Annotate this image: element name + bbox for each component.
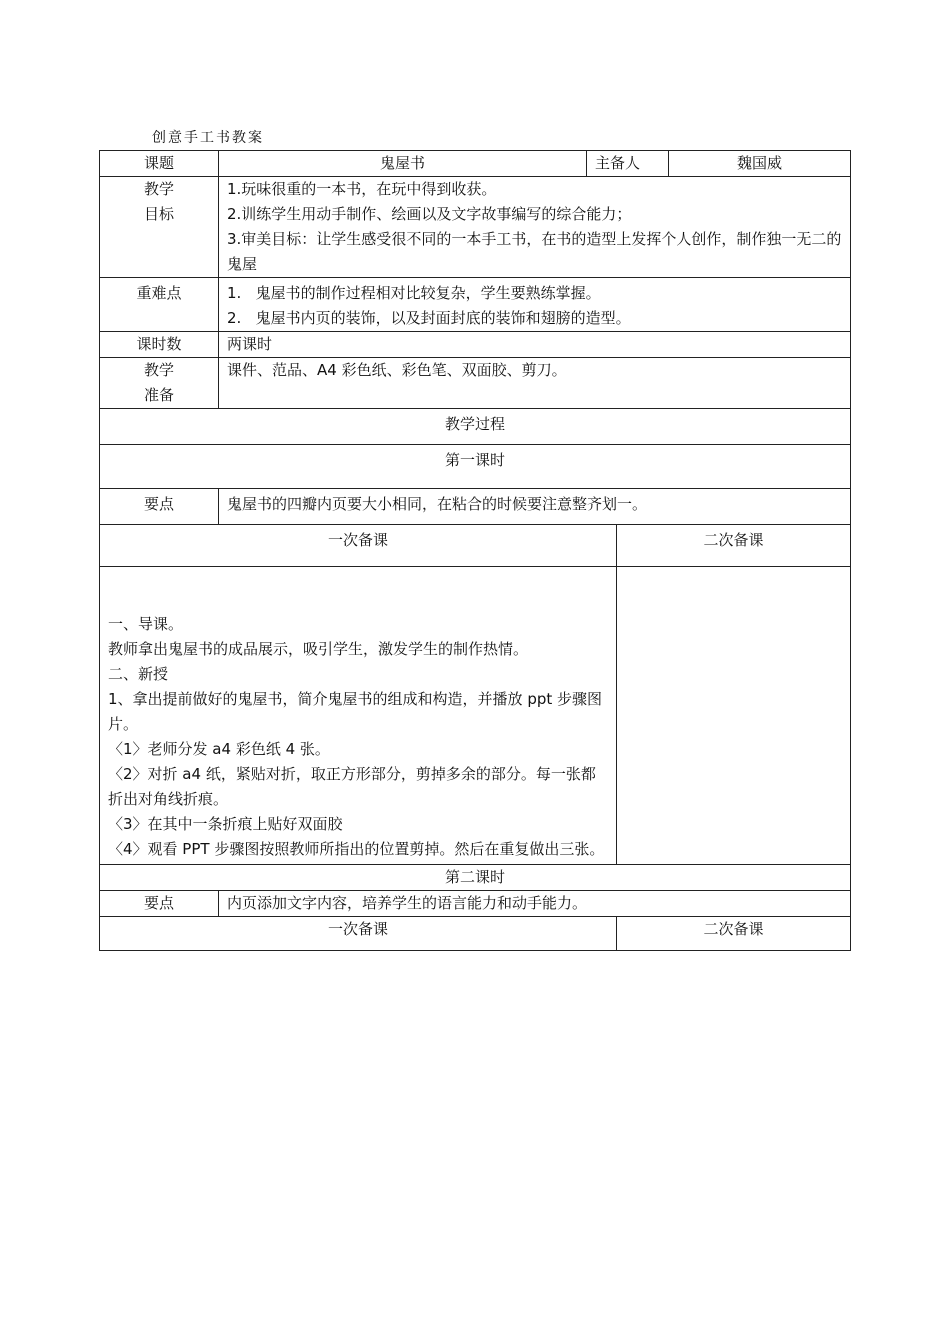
goal-item-1: 1.玩味很重的一本书，在玩中得到收获。 (227, 180, 497, 198)
prep-row (100, 358, 851, 409)
prep-label-line2: 准备 (143, 386, 174, 404)
difficulties-label: 重难点 (100, 278, 219, 332)
preparer-label: 主备人 (587, 151, 669, 177)
lesson1-keypoint-label: 要点 (100, 489, 219, 525)
header-row (100, 151, 851, 177)
content-line: 〈2〉对折 a4 纸，紧贴对折，取正方形部分，剪掉多余的部分。每一张都折出对角线折痕。 (108, 765, 596, 808)
lesson-plan-table (99, 150, 851, 951)
lesson2-keypoint-label: 要点 (100, 891, 219, 917)
document-title: 创意手工书教案 (152, 130, 264, 146)
process-title-row (100, 409, 851, 445)
goals-content (219, 177, 851, 278)
lesson1-keypoint-value: 鬼屋书的四瓣内页要大小相同，在粘合的时候要注意整齐划一。 (219, 489, 851, 525)
lesson1-columns-row (100, 525, 851, 567)
content-line: 一、导课。 (108, 615, 184, 633)
lesson2-title-row (100, 865, 851, 891)
lesson1-title: 第一课时 (100, 445, 851, 489)
goal-item-2: 2.训练学生用动手制作、绘画以及文字故事编写的综合能力； (227, 205, 632, 223)
lesson1-second-prep-content (617, 567, 851, 865)
difficulties-row (100, 278, 851, 332)
lesson2-col-first-prep: 一次备课 (100, 917, 617, 951)
hours-row (100, 332, 851, 358)
content-line: 〈4〉观看 PPT 步骤图按照教师所指出的位置剪掉。然后在重复做出三张。 (108, 840, 605, 858)
goal-item-3: 3.审美目标：让学生感受很不同的一本手工书，在书的造型上发挥个人创作，制作独一无二的鬼屋 (227, 230, 842, 273)
content-line: 1、拿出提前做好的鬼屋书，简介鬼屋书的组成和构造，并播放 ppt 步骤图片。 (108, 690, 603, 733)
lesson1-col-second-prep: 二次备课 (617, 525, 851, 567)
topic-value: 鬼屋书 (219, 151, 587, 177)
lesson2-title: 第二课时 (100, 865, 851, 891)
content-line: 〈3〉在其中一条折痕上贴好双面胶 (108, 815, 343, 833)
lesson2-col-second-prep: 二次备课 (617, 917, 851, 951)
prep-value: 课件、范品、A4 彩色纸、彩色笔、双面胶、剪刀。 (219, 358, 851, 409)
difficulties-content (219, 278, 851, 332)
preparer-value: 魏国威 (669, 151, 851, 177)
prep-label-line1: 教学 (143, 361, 174, 379)
goals-row (100, 177, 851, 278)
prep-label (100, 358, 219, 409)
goals-label (100, 177, 219, 278)
difficulty-item-1: 1. 鬼屋书的制作过程相对比较复杂，学生要熟练掌握。 (227, 284, 601, 302)
hours-value: 两课时 (219, 332, 851, 358)
content-line: 二、新授 (108, 665, 169, 683)
lesson2-columns-row (100, 917, 851, 951)
lesson1-content (100, 567, 617, 865)
goals-label-line2: 目标 (143, 205, 174, 223)
process-title: 教学过程 (100, 409, 851, 445)
lesson1-title-row (100, 445, 851, 489)
lesson1-keypoint-row (100, 489, 851, 525)
content-line: 〈1〉老师分发 a4 彩色纸 4 张。 (108, 740, 330, 758)
lesson2-keypoint-row (100, 891, 851, 917)
lesson1-col-first-prep: 一次备课 (100, 525, 617, 567)
difficulty-item-2: 2. 鬼屋书内页的装饰，以及封面封底的装饰和翅膀的造型。 (227, 309, 631, 327)
hours-label: 课时数 (100, 332, 219, 358)
lesson2-keypoint-value: 内页添加文字内容，培养学生的语言能力和动手能力。 (219, 891, 851, 917)
topic-label: 课题 (100, 151, 219, 177)
lesson1-content-row (100, 567, 851, 865)
goals-label-line1: 教学 (143, 180, 174, 198)
content-line: 教师拿出鬼屋书的成品展示，吸引学生，激发学生的制作热情。 (108, 640, 529, 658)
